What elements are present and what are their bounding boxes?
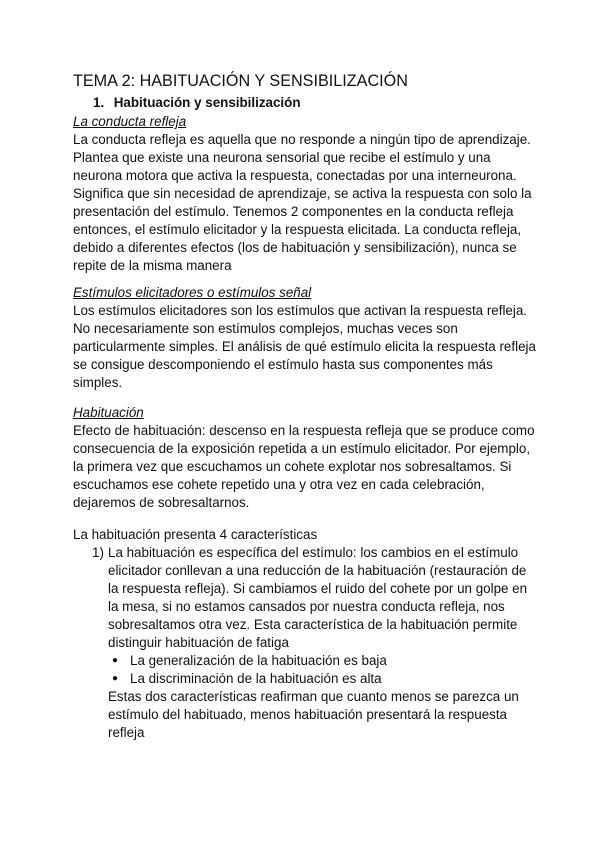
- bullet-item: [92, 652, 544, 670]
- numbered-list: [92, 544, 544, 742]
- paragraph-line: neurona motora que activa la respuesta, conectadas por una interneurona.: [73, 168, 517, 183]
- bullet-item: [92, 670, 544, 688]
- list-item-line: la mesa, si no estamos cansados por nuestra conducta refleja, nos: [108, 599, 505, 614]
- paragraph-line: dejaremos de sobresaltarnos.: [73, 495, 250, 510]
- subheading-text: Habituación y sensibilización: [113, 95, 301, 110]
- section-conducta-refleja: [73, 113, 543, 275]
- paragraph-line: Significa que sin necesidad de aprendizaje, se activa la respuesta con solo la: [73, 186, 532, 201]
- section-heading: La conducta refleja: [73, 114, 187, 129]
- section-heading: Habituación: [73, 405, 144, 420]
- bullet-text: La discriminación de la habituación es alta: [130, 671, 382, 686]
- bullet-text: La generalización de la habituación es baja: [130, 653, 387, 668]
- section-heading: Estímulos elicitadores o estímulos señal: [73, 285, 312, 300]
- list-item-line: estímulo del habituado, menos habituación presentará la respuesta: [108, 707, 507, 722]
- document-title: TEMA 2: HABITUACIÓN Y SENSIBILIZACIÓN: [73, 72, 408, 90]
- characteristics-intro: La habituación presenta 4 características: [73, 527, 318, 542]
- list-item-line: La habituación es específica del estímulo: los cambios en el estímulo: [108, 545, 519, 560]
- list-item-line: distinguir habituación de fatiga: [108, 635, 289, 650]
- paragraph-line: simples.: [73, 375, 123, 390]
- paragraph-line: Los estímulos elicitadores son los estímulos que activan la respuesta refleja.: [73, 303, 528, 318]
- paragraph-line: repite de la misma manera: [73, 258, 232, 273]
- list-item-line: elicitador conllevan a una reducción de la habituación (restauración de: [108, 563, 527, 578]
- paragraph-line: La conducta refleja es aquella que no responde a ningún tipo de aprendizaje.: [73, 132, 531, 147]
- bullet-list: [92, 652, 544, 688]
- paragraph-line: No necesariamente son estímulos complejos, muchas veces son: [73, 321, 458, 336]
- section-estimulos-elicitadores: [73, 284, 543, 392]
- paragraph-line: particularmente simples. El análisis de qué estímulo elicita la respuesta refleja: [73, 339, 536, 354]
- paragraph-line: consecuencia de la exposición repetida a un estímulo elicitador. Por ejemplo,: [73, 441, 531, 456]
- list-item-marker: 1): [92, 545, 104, 560]
- paragraph-line: Efecto de habituación: descenso en la respuesta refleja que se produce como: [73, 423, 535, 438]
- subheading-number: 1.: [93, 95, 105, 110]
- list-item-line: refleja: [108, 725, 145, 740]
- paragraph-line: Plantea que existe una neurona sensorial que recibe el estímulo y una: [73, 150, 491, 165]
- bullet-icon: ●: [112, 673, 119, 684]
- list-item-continuation: [108, 688, 544, 742]
- section-subheading: [93, 94, 301, 112]
- paragraph-line: presentación del estímulo. Tenemos 2 componentes en la conducta refleja: [73, 204, 514, 219]
- paragraph-line: se consigue descomponiendo el estímulo hasta sus componentes más: [73, 357, 493, 372]
- list-item-line: sobresaltamos otra vez. Esta característica de la habituación permite: [108, 617, 518, 632]
- paragraph-line: la primera vez que escuchamos un cohete explotar nos sobresaltamos. Si: [73, 459, 512, 474]
- list-item-line: Estas dos características reafirman que cuanto menos se parezca un: [108, 689, 519, 704]
- list-item-line: la respuesta refleja). Si cambiamos el ruido del cohete por un golpe en: [108, 581, 528, 596]
- bullet-icon: ●: [112, 655, 119, 666]
- paragraph-line: escuchamos ese cohete repetido una y otra vez en cada celebración,: [73, 477, 485, 492]
- section-habituacion: [73, 404, 543, 512]
- paragraph-line: debido a diferentes efectos (los de habituación y sensibilización), nunca se: [73, 240, 517, 255]
- list-item: [108, 544, 544, 652]
- paragraph-line: entonces, el estímulo elicitador y la respuesta elicitada. La conducta refleja,: [73, 222, 522, 237]
